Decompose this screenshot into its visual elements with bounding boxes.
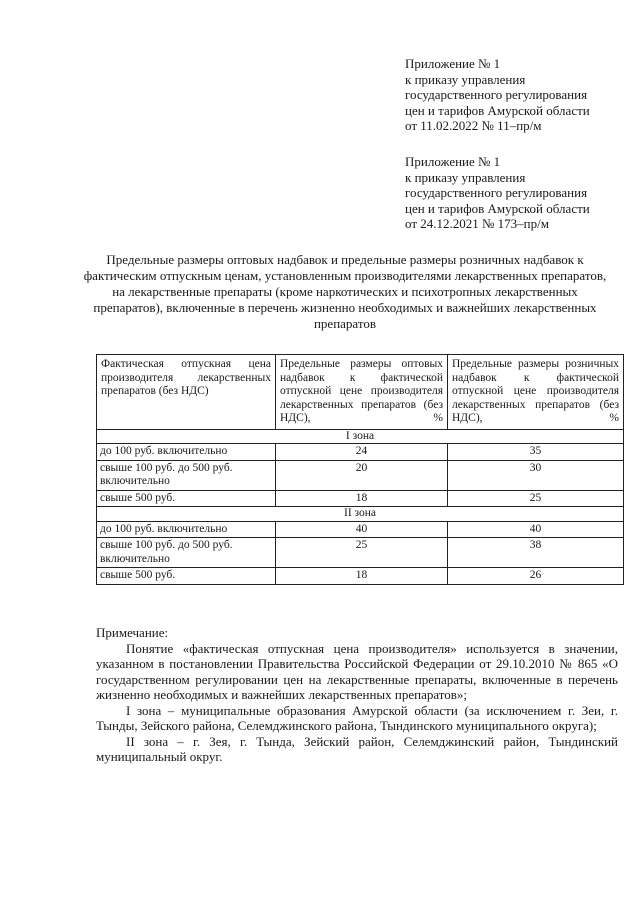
wholesale-value: 25	[276, 538, 448, 568]
appendix-line: от 11.02.2022 № 11–пр/м	[405, 118, 542, 133]
wholesale-value: 18	[276, 568, 448, 585]
retail-value: 40	[448, 521, 624, 538]
note-paragraph: II зона – г. Зея, г. Тында, Зейский район, Селемджинский район, Тындинский муниципальный округ.	[96, 733, 618, 764]
table-row	[97, 568, 624, 585]
zone-row	[97, 507, 624, 522]
table-row	[97, 444, 624, 461]
header-retail: Предельные размеры розничных надбавок к фактической отпускной цене производителя лекарственных препаратов (без НДС), %	[448, 355, 624, 430]
price-range: свыше 500 руб.	[97, 490, 276, 507]
retail-value: 25	[448, 490, 624, 507]
appendix-line: Приложение № 1	[405, 56, 501, 71]
zone-row	[97, 429, 624, 444]
price-range: свыше 100 руб. до 500 руб. включительно	[97, 460, 276, 490]
wholesale-value: 18	[276, 490, 448, 507]
appendix-block-2	[405, 154, 635, 232]
appendix-line: к приказу управления	[405, 71, 526, 87]
appendix-line: государственного регулирования	[405, 87, 588, 102]
appendix-line: государственного регулирования	[405, 185, 588, 200]
appendix-line: Приложение № 1	[405, 154, 501, 169]
wholesale-value: 40	[276, 521, 448, 538]
zone-label: II зона	[97, 507, 624, 522]
table-header-row	[97, 355, 624, 430]
table-row	[97, 460, 624, 490]
zone-label: I зона	[97, 429, 624, 444]
header-wholesale: Предельные размеры оптовых надбавок к фактической отпускной цене производителя лекарственных препаратов (без НДС), %	[276, 355, 448, 430]
document-title: Предельные размеры оптовых надбавок и предельные размеры розничных надбавок к фактическим отпускным ценам, установленным производителями лекарственных препаратов, на лекарственные препараты (кроме наркотических и психотропных лекарственных препаратов), включенные в перечень жизненно необходимых и важнейших лекарственных препаратов	[83, 252, 607, 331]
markup-table	[96, 354, 624, 585]
appendix-line: цен и тарифов Амурской области	[405, 102, 590, 118]
table-row	[97, 490, 624, 507]
table-row	[97, 538, 624, 568]
wholesale-value: 20	[276, 460, 448, 490]
appendix-line: к приказу управления	[405, 169, 526, 185]
retail-value: 30	[448, 460, 624, 490]
price-range: до 100 руб. включительно	[97, 444, 276, 461]
header-price: Фактическая отпускная цена производителя лекарственных препаратов (без НДС)	[97, 355, 276, 430]
price-range: свыше 100 руб. до 500 руб. включительно	[97, 538, 276, 568]
retail-value: 35	[448, 444, 624, 461]
note-paragraph: I зона – муниципальные образования Амурской области (за исключением г. Зеи, г. Тынды, Зейского района, Селемджинского района, Тындинского муниципального округа);	[96, 702, 618, 733]
wholesale-value: 24	[276, 444, 448, 461]
appendix-block-1	[405, 56, 635, 134]
price-range: свыше 500 руб.	[97, 568, 276, 585]
price-range: до 100 руб. включительно	[97, 521, 276, 538]
note-heading: Примечание:	[96, 625, 169, 640]
retail-value: 38	[448, 538, 624, 568]
notes-section	[96, 625, 618, 765]
note-paragraph: Понятие «фактическая отпускная цена производителя» используется в значении, указанном в постановлении Правительства Российской Федерации от 29.10.2010 № 865 «О государственном регулировании цен на лекарственные препараты, включенные в перечень жизненно необходимых и важнейших лекарственных препаратов»;	[96, 640, 618, 702]
appendix-line: от 24.12.2021 № 173–пр/м	[405, 216, 549, 231]
appendix-line: цен и тарифов Амурской области	[405, 200, 590, 216]
table-row	[97, 521, 624, 538]
retail-value: 26	[448, 568, 624, 585]
